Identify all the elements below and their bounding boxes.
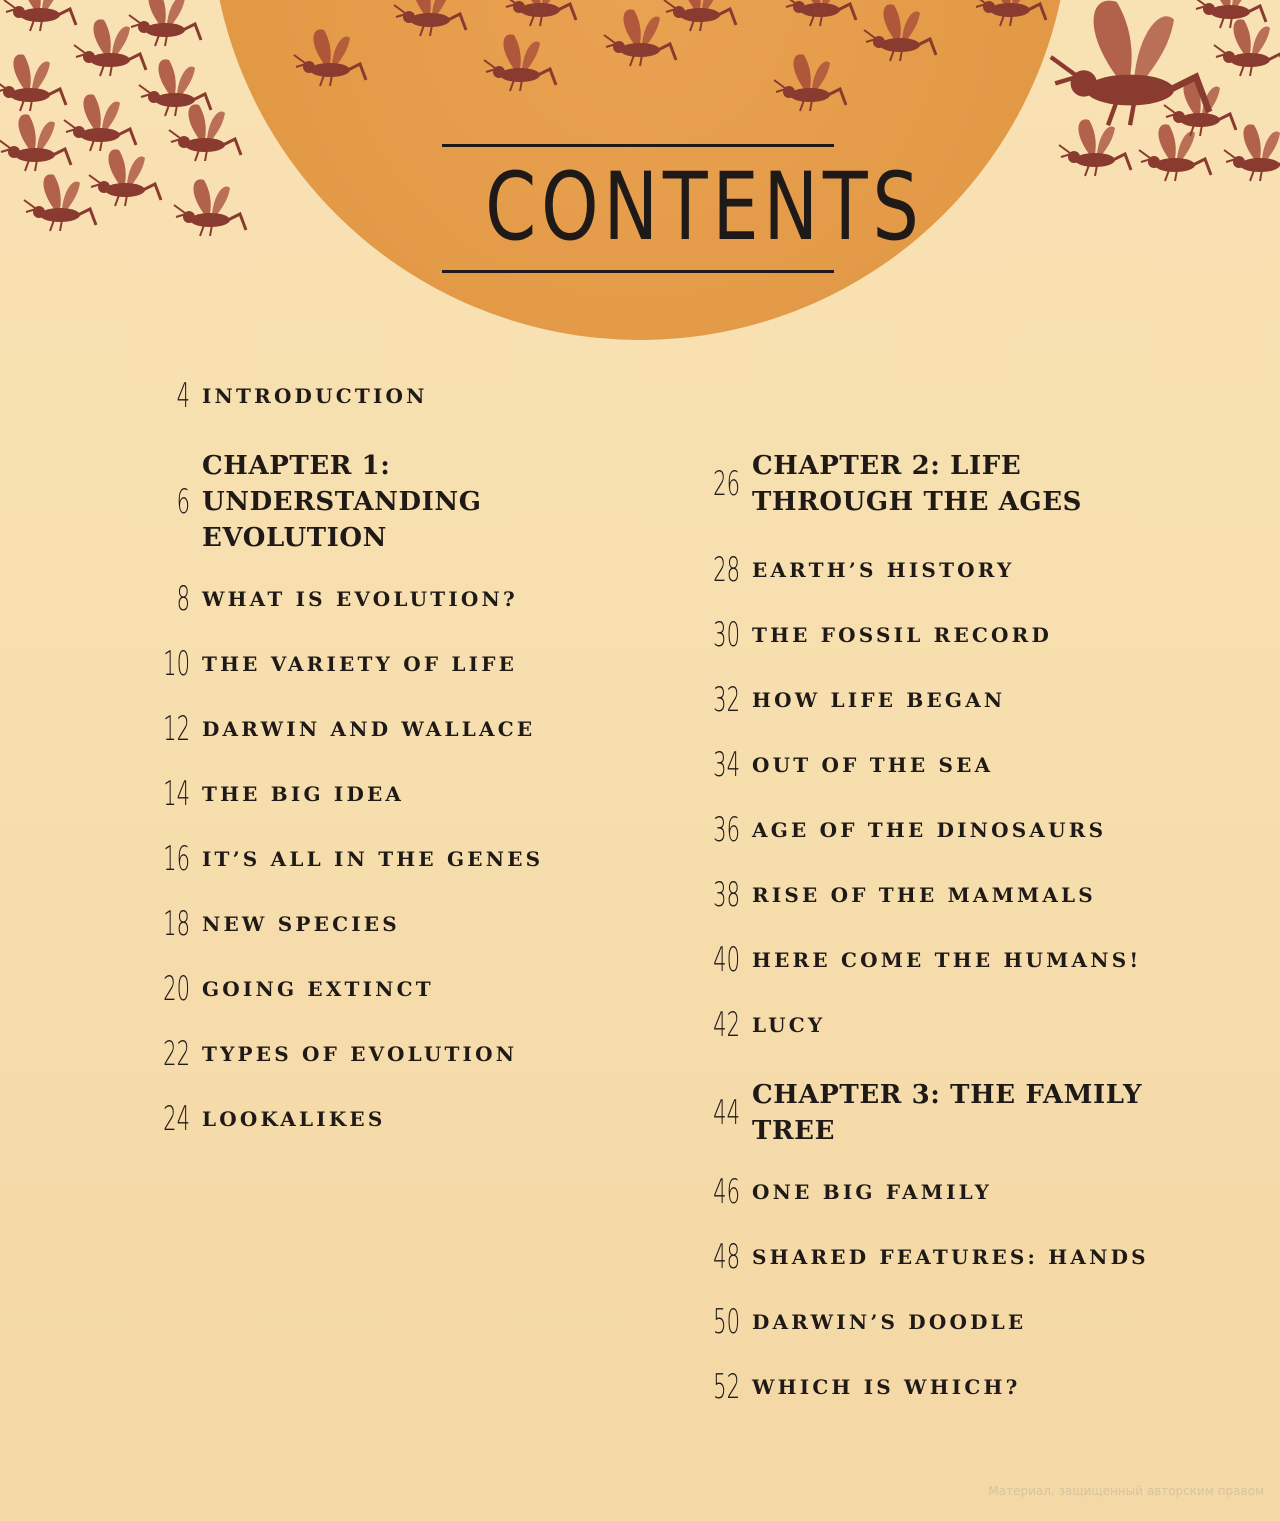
toc-entry[interactable]	[680, 550, 1014, 590]
toc-entry[interactable]	[680, 1172, 992, 1212]
entry-title: DARWIN AND WALLACE	[202, 717, 536, 741]
chapter-title: CHAPTER 2: LIFE THROUGH THE AGES	[752, 451, 1083, 517]
page-number: 36	[713, 810, 740, 850]
toc-entry[interactable]	[680, 810, 1106, 850]
locust-icon	[169, 104, 241, 161]
locust-icon	[394, 0, 466, 36]
entry-title: EARTH’S HISTORY	[752, 558, 1015, 582]
page-number: 12	[163, 709, 190, 749]
locust-icon	[1059, 119, 1131, 176]
toc-entry[interactable]	[130, 1099, 385, 1139]
locust-icon	[1224, 124, 1280, 181]
page-number: 42	[713, 1005, 740, 1045]
locust-icon	[604, 9, 676, 66]
entry-title: HOW LIFE BEGAN	[752, 688, 1006, 712]
toc-entry[interactable]	[680, 1005, 825, 1045]
entry-title: WHICH IS WHICH?	[752, 1375, 1021, 1399]
entry-title: RISE OF THE MAMMALS	[752, 883, 1096, 907]
entry-title: THE BIG IDEA	[202, 782, 405, 806]
toc-entry[interactable]	[130, 579, 518, 619]
page-number: 14	[163, 774, 190, 814]
title-rule-bottom	[442, 270, 834, 273]
entry-title: NEW SPECIES	[202, 912, 400, 936]
title-rule-top	[442, 144, 834, 147]
entry-title: WHAT IS EVOLUTION?	[202, 587, 518, 611]
chapter-title: CHAPTER 1: UNDERSTANDING EVOLUTION	[202, 451, 482, 553]
entry-title: HERE COME THE HUMANS!	[752, 948, 1142, 972]
toc-entry[interactable]	[130, 1034, 517, 1074]
locust-icon	[864, 4, 936, 61]
page-number: 38	[713, 875, 740, 915]
page-number: 20	[163, 969, 190, 1009]
entry-title: GOING EXTINCT	[202, 977, 434, 1001]
page-number: 46	[713, 1172, 740, 1212]
page-number: 4	[176, 376, 190, 416]
page-number: 30	[713, 615, 740, 655]
entry-title: SHARED FEATURES: HANDS	[752, 1245, 1149, 1269]
locust-icon	[74, 19, 146, 76]
locust-icon	[64, 94, 136, 151]
entry-title: IT’S ALL IN THE GENES	[202, 847, 544, 871]
entry-title: AGE OF THE DINOSAURS	[752, 818, 1107, 842]
toc-entry[interactable]	[130, 644, 517, 684]
page-number: 48	[713, 1237, 740, 1277]
chapter-title: CHAPTER 3: THE FAMILY TREE	[752, 1080, 1143, 1146]
page-number: 40	[713, 940, 740, 980]
page-number: 32	[713, 680, 740, 720]
page-number: 22	[163, 1034, 190, 1074]
page-number: 10	[163, 644, 190, 684]
entry-title: THE FOSSIL RECORD	[752, 623, 1053, 647]
contents-title-block	[442, 144, 924, 274]
entry-title: DARWIN’S DOODLE	[752, 1310, 1027, 1334]
page-number: 24	[163, 1099, 190, 1139]
entry-title: INTRODUCTION	[202, 384, 428, 408]
page-title: CONTENTS	[485, 153, 924, 262]
page-number: 50	[713, 1302, 740, 1342]
toc-entry[interactable]	[130, 839, 543, 879]
entry-title: ONE BIG FAMILY	[752, 1180, 993, 1204]
locust-icon	[484, 34, 556, 91]
locust-icon	[974, 0, 1046, 26]
locust-icon	[89, 149, 161, 206]
locust-icon	[664, 0, 736, 31]
locust-icon	[4, 0, 76, 31]
locust-icon	[784, 0, 856, 26]
entry-title: TYPES OF EVOLUTION	[202, 1042, 518, 1066]
locust-icon	[504, 0, 576, 26]
toc-entry[interactable]	[130, 969, 434, 1009]
locust-icon	[129, 0, 201, 46]
toc-entry[interactable]	[680, 875, 1096, 915]
toc-chapter-entry[interactable]	[680, 448, 1200, 520]
toc-entry[interactable]	[680, 615, 1052, 655]
toc-entry[interactable]	[680, 680, 1005, 720]
toc-entry[interactable]	[130, 709, 535, 749]
toc-entry[interactable]	[680, 940, 1141, 980]
toc-chapter-entry[interactable]	[680, 1077, 1200, 1149]
toc-entry[interactable]	[130, 376, 428, 416]
page-number: 28	[713, 550, 740, 590]
page-number: 34	[713, 745, 740, 785]
page-number: 16	[163, 839, 190, 879]
page-number: 52	[713, 1367, 740, 1407]
toc-entry[interactable]	[130, 904, 400, 944]
toc-entry[interactable]	[680, 1367, 1021, 1407]
page-number: 26	[713, 464, 740, 504]
entry-title: LOOKALIKES	[202, 1107, 386, 1131]
toc-chapter-entry[interactable]	[130, 448, 510, 556]
page-number: 44	[713, 1093, 740, 1133]
locust-icon	[774, 54, 846, 111]
locust-icon	[0, 54, 66, 111]
toc-entry[interactable]	[680, 745, 993, 785]
locust-icon	[0, 114, 71, 171]
page-number: 8	[176, 579, 190, 619]
locust-icon	[174, 179, 246, 236]
locust-icon	[294, 29, 366, 86]
toc-entry[interactable]	[680, 1302, 1026, 1342]
copyright-watermark: Материал, защищенный авторским правом	[988, 1484, 1264, 1498]
locust-icon	[1214, 19, 1280, 76]
locust-icon	[24, 174, 96, 231]
page-number: 18	[163, 904, 190, 944]
locust-icon	[1194, 0, 1266, 28]
entry-title: THE VARIETY OF LIFE	[202, 652, 518, 676]
toc-entry[interactable]	[130, 774, 404, 814]
entry-title: OUT OF THE SEA	[752, 753, 994, 777]
page-number: 6	[176, 482, 190, 522]
entry-title: LUCY	[752, 1013, 826, 1037]
locust-icon	[1051, 1, 1209, 126]
toc-entry[interactable]	[680, 1237, 1149, 1277]
